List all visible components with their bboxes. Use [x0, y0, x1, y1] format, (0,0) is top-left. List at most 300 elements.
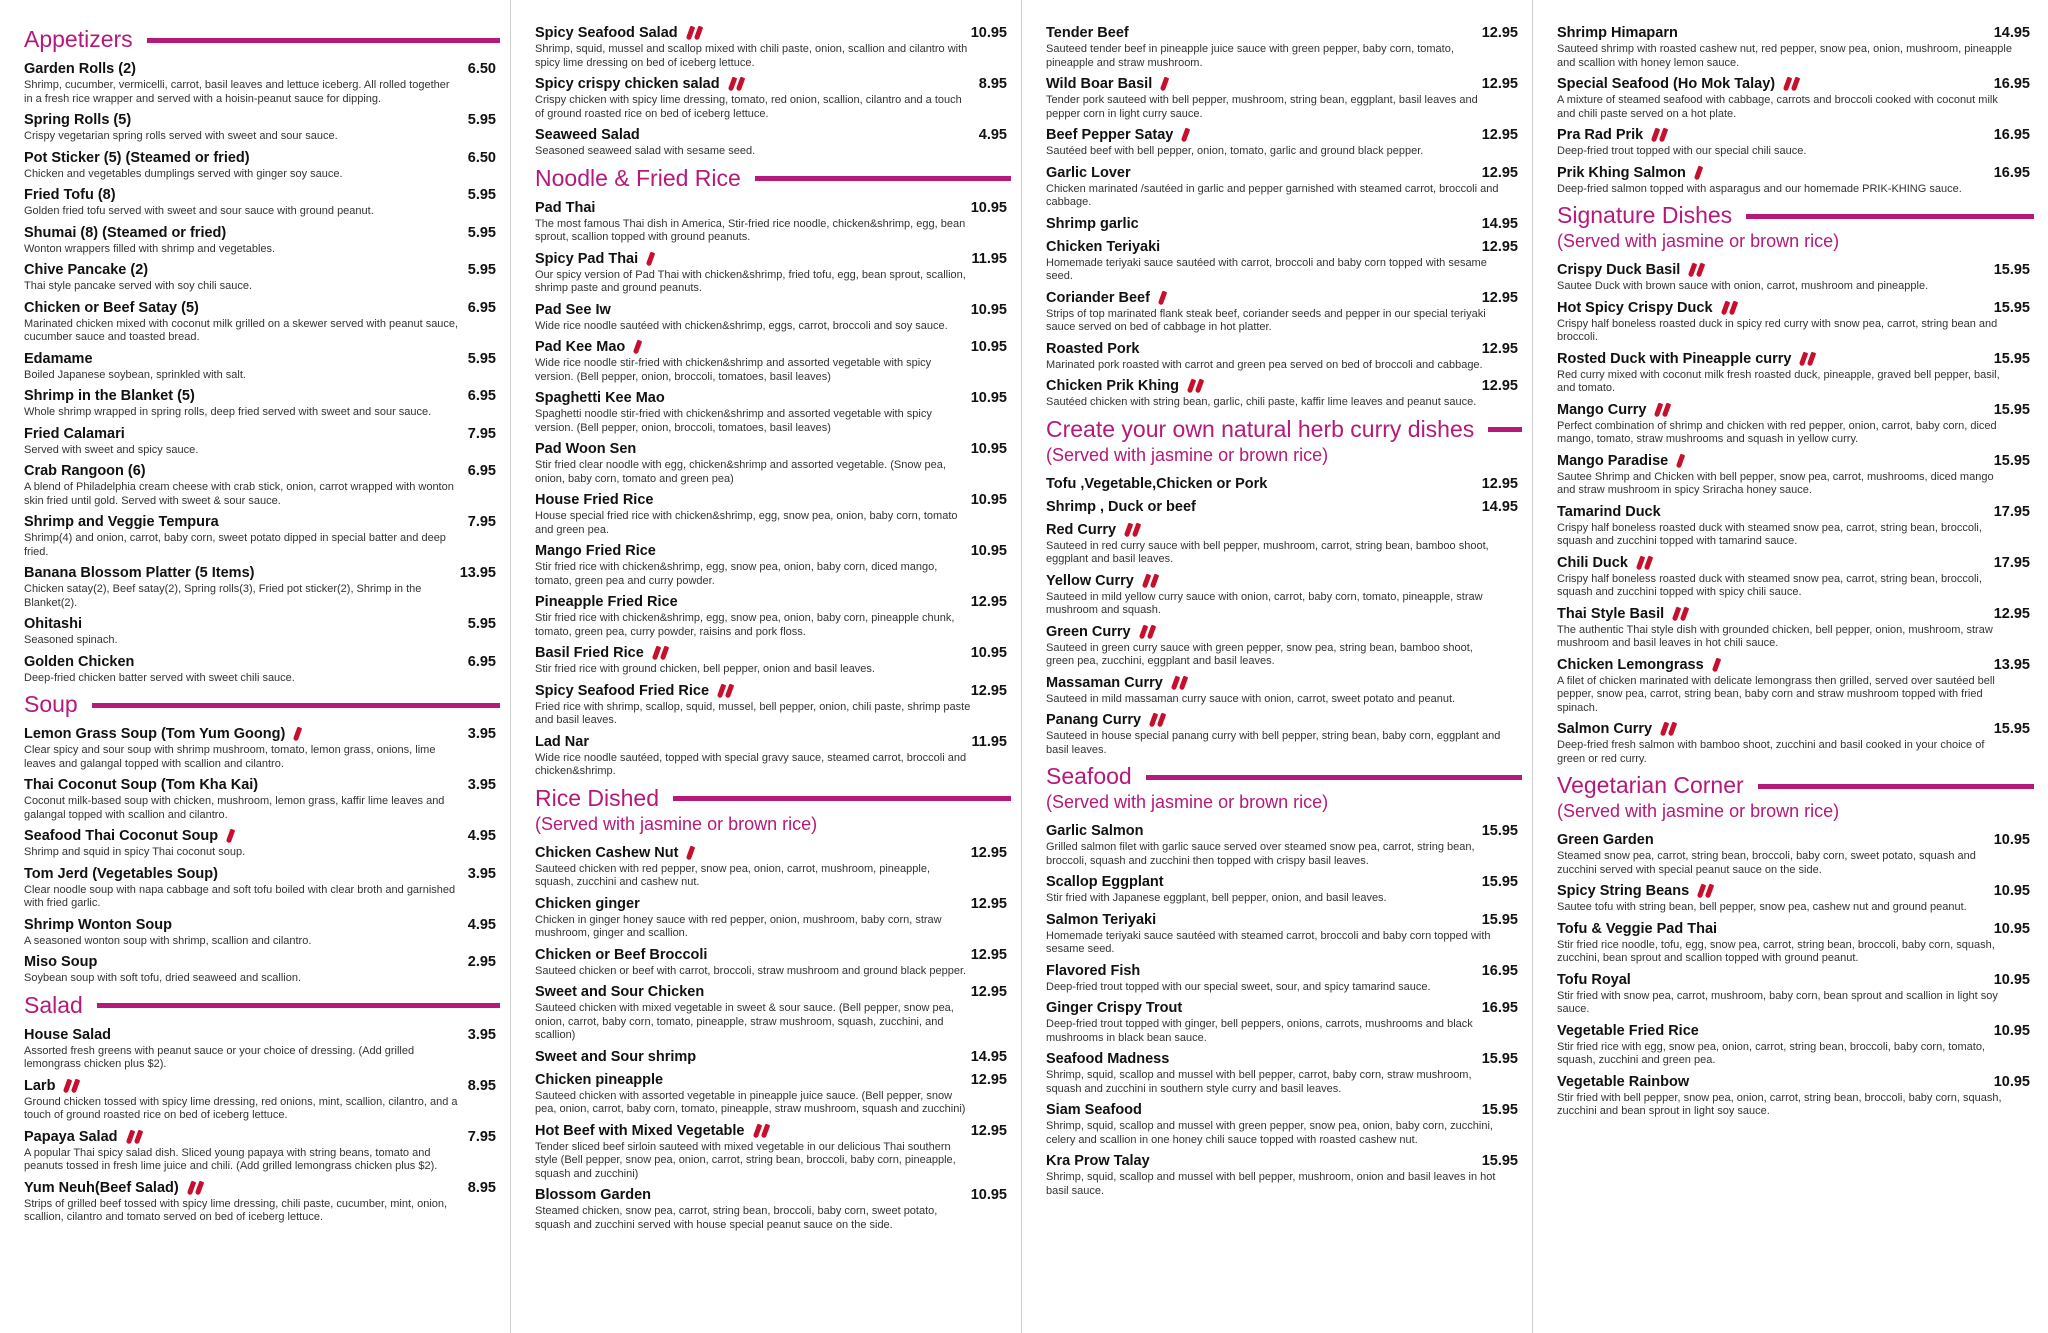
menu-item-row — [1046, 126, 1522, 144]
menu-item-description: The authentic Thai style dish with grounded chicken, bell pepper, onion, mushroom, straw mushroom and basil leaves in hot chili sauce. — [1557, 623, 1993, 649]
menu-item — [1557, 605, 2034, 651]
menu-item-description: Thai style pancake served with soy chili sauce. — [24, 280, 253, 292]
chili-pepper-icon — [189, 1180, 205, 1196]
menu-item — [535, 24, 1011, 70]
menu-item-row — [24, 564, 500, 582]
menu-item-description: Steamed chicken, snow pea, carrot, string bean, broccoli, baby corn, sweet potato, squash and zucchini served with house special peanut sauce on the side. — [535, 1205, 938, 1231]
menu-item — [24, 827, 500, 860]
menu-item-row — [1046, 475, 1522, 493]
menu-item-row — [1046, 215, 1522, 233]
section-header — [24, 26, 500, 52]
menu-item-row — [24, 111, 500, 129]
menu-item-row — [24, 186, 500, 204]
chili-pepper-icon — [128, 1129, 144, 1145]
menu-section — [1046, 416, 1522, 758]
menu-item-description: Shrimp, squid, scallop and mussel with bell pepper, carrot, baby corn, straw mushroom, squash and zucchini in southern style curry and basil leaves. — [1046, 1069, 1472, 1095]
menu-item-description: A mixture of steamed seafood with cabbage, carrots and broccoli cooked with coconut milk and chili paste served on a hot plate. — [1557, 94, 1998, 120]
menu-item — [24, 916, 500, 949]
menu-item-price: 17.95 — [1993, 503, 2030, 520]
menu-item-price: 12.95 — [1481, 164, 1518, 181]
menu-item-row — [1557, 971, 2034, 989]
menu-item-description: Marinated pork roasted with carrot and green pea served on bed of broccoli and cabbage. — [1046, 358, 1483, 371]
menu-item — [1557, 920, 2034, 966]
menu-item-row — [24, 1128, 500, 1146]
menu-item-name: Flavored Fish — [1046, 962, 1141, 979]
chili-icon — [1158, 290, 1167, 305]
menu-item-name: Pad Thai — [535, 199, 596, 216]
menu-item — [535, 440, 1011, 486]
menu-item — [1557, 831, 2034, 877]
chili-pepper-icon — [1638, 555, 1654, 571]
menu-item-description: Deep-fried trout topped with our special chili sauce. — [1557, 145, 1807, 157]
chili-icon — [1662, 402, 1671, 417]
menu-item-row — [535, 844, 1011, 862]
menu-item-price: 15.95 — [1481, 1153, 1518, 1169]
chili-pepper-icon — [755, 1123, 771, 1139]
menu-item — [1557, 1073, 2034, 1119]
chili-pepper-icon — [1662, 721, 1678, 737]
menu-item-name: Basil Fried Rice — [535, 645, 644, 661]
chili-pepper-icon — [1162, 76, 1170, 92]
menu-item-price: 8.95 — [467, 1077, 496, 1094]
menu-item-row — [1557, 452, 2034, 470]
chili-pepper-icon — [65, 1078, 81, 1094]
chili-icon — [1132, 522, 1141, 537]
menu-item — [1557, 1022, 2034, 1068]
menu-item-description: Chicken satay(2), Beef satay(2), Spring rolls(3), Fried pot sticker(2), Shrimp in the Blanket(2). — [24, 583, 422, 609]
menu-item-price: 15.95 — [1481, 1102, 1518, 1118]
menu-item-description: A seasoned wonton soup with shrimp, scallion and cilantro. — [24, 934, 312, 947]
chili-pepper-icon — [1714, 657, 1722, 673]
chili-pepper-icon — [1151, 712, 1167, 728]
menu-item-price: 16.95 — [1481, 1000, 1518, 1016]
menu-item-description: Sauteed chicken or beef with carrot, broccoli, straw mushroom and ground black pepper. — [535, 964, 967, 977]
menu-item-name: Garlic Salmon — [1046, 823, 1144, 839]
menu-item-row — [24, 513, 500, 531]
menu-item-name: Thai Coconut Soup (Tom Kha Kai) — [24, 777, 259, 793]
menu-item-price: 4.95 — [467, 916, 496, 933]
menu-item-name: House Fried Rice — [535, 492, 654, 508]
menu-item-row — [535, 301, 1011, 319]
menu-item-description: Clear spicy and sour soup with shrimp mushroom, tomato, lemon grass, onions, lime leaves and galangal topped with scallion and cilantro. — [24, 744, 436, 770]
menu-item — [1557, 503, 2034, 549]
chili-pepper-icon — [1801, 351, 1817, 367]
menu-item-description: Stir fried clear noodle with egg, chicken&shrimp and assorted vegetable. (Snow pea, onion, baby corn, tomato and green pea) — [535, 459, 946, 485]
menu-item-name: Chive Pancake (2) — [24, 262, 149, 278]
menu-item-description: Red curry mixed with coconut milk fresh roasted duck, pineapple, graved bell pepper, basil, and tomato. — [1557, 368, 2000, 394]
menu-item — [1557, 401, 2034, 447]
menu-item-price: 12.95 — [970, 1071, 1007, 1088]
menu-item-name: Pad Woon Sen — [535, 441, 637, 457]
chili-pepper-icon — [1696, 165, 1704, 181]
menu-item-price: 6.50 — [467, 149, 496, 166]
menu-item-price: 5.95 — [467, 262, 496, 278]
menu-item-name: Hot Spicy Crispy Duck — [1557, 299, 1713, 316]
menu-item-row — [535, 389, 1011, 407]
menu-item-price: 10.95 — [970, 492, 1007, 508]
menu-item — [1046, 340, 1522, 373]
menu-item-row — [535, 199, 1011, 217]
chili-icon — [633, 340, 642, 355]
menu-item-row — [1557, 656, 2034, 674]
menu-item — [1046, 962, 1522, 995]
menu-item-name: Chicken Prik Khing — [1046, 378, 1179, 394]
menu-item-name: Spicy Seafood Salad — [535, 25, 678, 41]
chili-pepper-icon — [1160, 290, 1168, 306]
chili-icon — [1659, 128, 1668, 143]
menu-item-description: Shrimp, squid, scallop and mussel with bell pepper, mushroom, onion and basil leaves in hot basil sauce. — [1046, 1171, 1496, 1197]
menu-item — [24, 299, 500, 345]
chili-icon — [293, 727, 302, 742]
menu-item-description: Sauteed in green curry sauce with green pepper, snow pea, string bean, bamboo shoot, green pea, zucchini, eggplant and basil leaves. — [1046, 641, 1473, 667]
menu-item-name: Seaweed Salad — [535, 127, 640, 143]
menu-item-row — [1557, 831, 2034, 849]
menu-item-price: 8.95 — [467, 1179, 496, 1196]
menu-item-price: 10.95 — [970, 301, 1007, 318]
menu-item-price: 10.95 — [1993, 920, 2030, 937]
menu-item — [535, 338, 1011, 384]
menu-item — [24, 149, 500, 182]
section-header — [1046, 763, 1522, 789]
menu-item — [24, 1128, 500, 1174]
menu-item — [24, 615, 500, 648]
menu-item-price: 7.95 — [467, 1128, 496, 1145]
menu-item-name: Salmon Teriyaki — [1046, 911, 1157, 928]
menu-item-name: Green Garden — [1557, 832, 1654, 848]
menu-item-description: Soybean soup with soft tofu, dried seaweed and scallion. — [24, 972, 302, 984]
menu-item-name: Golden Chicken — [24, 653, 135, 670]
menu-section — [535, 24, 1011, 159]
menu-item-name: Prik Khing Salmon — [1557, 164, 1686, 181]
menu-item — [535, 250, 1011, 296]
menu-item-price: 10.95 — [1993, 1022, 2030, 1039]
menu-item-description: Served with sweet and spicy sauce. — [24, 443, 199, 456]
menu-item-name: Vegetable Rainbow — [1557, 1073, 1690, 1090]
menu-item-name: Ginger Crispy Trout — [1046, 1000, 1183, 1016]
menu-column-1 — [0, 0, 511, 1333]
menu-item-price: 12.95 — [970, 946, 1007, 963]
menu-item — [1046, 164, 1522, 210]
menu-item-row — [1557, 401, 2034, 419]
menu-item-name: Special Seafood (Ho Mok Talay) — [1557, 76, 1776, 92]
menu-item-name: Tender Beef — [1046, 25, 1129, 41]
menu-item-price: 6.95 — [467, 463, 496, 479]
menu-item — [1046, 126, 1522, 159]
chili-pepper-icon — [1656, 402, 1672, 418]
menu-item — [24, 1077, 500, 1123]
menu-item — [1557, 164, 2034, 197]
section-header — [535, 785, 1011, 811]
section-title: Soup — [24, 691, 78, 717]
menu-item-row — [1046, 572, 1522, 590]
chili-pepper-icon — [1189, 378, 1205, 394]
menu-item-name: Coriander Beef — [1046, 289, 1150, 306]
menu-item-name: Garlic Lover — [1046, 164, 1131, 181]
menu-item-name: Spicy Pad Thai — [535, 250, 639, 267]
menu-item-price: 7.95 — [467, 425, 496, 442]
menu-item-price: 14.95 — [970, 1048, 1007, 1065]
menu-item — [1046, 24, 1522, 70]
menu-item-row — [1046, 75, 1522, 93]
menu-item-row — [24, 387, 500, 405]
menu-item-name: Chicken or Beef Broccoli — [535, 946, 708, 963]
menu-item-description: Stir fried rice with ground chicken, bell pepper, onion and basil leaves. — [535, 663, 875, 675]
menu-item — [535, 1071, 1011, 1117]
menu-item-price: 16.95 — [1993, 76, 2030, 92]
menu-item-row — [24, 60, 500, 78]
menu-item-name: Shrimp , Duck or beef — [1046, 498, 1196, 515]
menu-item-price: 3.95 — [467, 777, 496, 793]
chili-pepper-icon — [688, 25, 704, 41]
menu-item — [24, 653, 500, 686]
menu-item-name: Chicken ginger — [535, 895, 640, 912]
menu-item-price: 12.95 — [1481, 25, 1518, 41]
menu-item-description: Grilled salmon filet with garlic sauce served over steamed snow pea, carrot, string bean, broccoli, squash and zucchini then topped with crispy basil leaves. — [1046, 841, 1475, 867]
menu-item — [1557, 350, 2034, 396]
menu-item-row — [1046, 623, 1522, 641]
menu-item-row — [1046, 911, 1522, 929]
menu-item-row — [1046, 340, 1522, 358]
menu-item-row — [1557, 126, 2034, 144]
menu-item — [1046, 1101, 1522, 1147]
chili-pepper-icon — [1690, 262, 1706, 278]
menu-item-description: Deep-fried salmon topped with asparagus and our homemade PRIK-KHING sauce. — [1557, 182, 1962, 195]
menu-item — [1046, 674, 1522, 707]
menu-item-name: Shrimp Wonton Soup — [24, 916, 172, 933]
menu-item-description: Sauteed in red curry sauce with bell pepper, mushroom, carrot, string bean, bamboo shoot, eggplant and basil leaves. — [1046, 539, 1489, 565]
menu-item-row — [535, 983, 1011, 1001]
menu-column-2 — [511, 0, 1022, 1333]
menu-item-description: Fried rice with shrimp, scallop, squid, mussel, bell pepper, onion, chili paste, shrimp paste and basil leaves. — [535, 700, 971, 726]
menu-item-description: A blend of Philadelphia cream cheese with crab stick, onion, carrot wrapped with wonton skin fried until gold. Served with sweet & sour sauce. — [24, 481, 454, 507]
menu-item-description: Seasoned seaweed salad with sesame seed. — [535, 145, 756, 157]
menu-item-name: Shrimp and Veggie Tempura — [24, 514, 219, 530]
menu-item-row — [24, 653, 500, 671]
chili-icon — [646, 251, 655, 266]
menu-item-row — [535, 24, 1011, 42]
section-subtitle: (Served with jasmine or brown rice) — [1046, 792, 1329, 812]
menu-item-description: Crispy half boneless roasted duck with steamed snow pea, carrot, string bean, broccoli, squash and zucchini topped with spicy chili sauce. — [1557, 572, 1982, 598]
menu-item-price: 11.95 — [971, 733, 1007, 750]
menu-item-price: 12.95 — [970, 895, 1007, 912]
menu-item-price: 14.95 — [1481, 215, 1518, 232]
menu-item-description: Tender sliced beef sirloin sauteed with mixed vegetable in our delicious Thai southern style (Bell pepper, snow pea, onion, carrot, string bean, broccoli, baby corn, pineapple, squash and zucchini) — [535, 1140, 956, 1180]
chili-icon — [1807, 351, 1816, 366]
menu-item-description: Golden fried tofu served with sweet and sour sauce with ground peanut. — [24, 205, 374, 217]
menu-section — [24, 26, 500, 685]
menu-item-row — [24, 1026, 500, 1044]
menu-item-name: Mango Fried Rice — [535, 543, 656, 559]
menu-item — [1557, 24, 2034, 70]
menu-item-description: Shrimp, cucumber, vermicelli, carrot, basil leaves and lettuce iceberg. All rolled together in a fresh rice wrapper and served with a hoisin-peanut sauce for dipping. — [24, 79, 450, 105]
menu-item-name: Chicken Teriyaki — [1046, 238, 1161, 255]
menu-item-description: Sauteed chicken with red pepper, snow pea, onion, carrot, mushroom, pineapple, squash, zucchini and cashew nut. — [535, 862, 931, 888]
section-title: Appetizers — [24, 26, 133, 52]
menu-item-description: Stir fried with bell pepper, snow pea, onion, carrot, string bean, broccoli, baby corn, squash, zucchini and bean sprout in light soy sauce. — [1557, 1091, 2002, 1117]
chili-pepper-icon — [295, 726, 303, 742]
menu-item-row — [1046, 962, 1522, 980]
menu-item-description: A filet of chicken marinated with delicate lemongrass then grilled, served over sautéed bell pepper, snow pea, carrot, string bean, baby corn and straw mushroom topped with fried spinach. — [1557, 674, 1995, 714]
menu-item-row — [1046, 1101, 1522, 1119]
menu-item — [1046, 377, 1522, 410]
section-header — [24, 992, 500, 1018]
menu-item — [1046, 623, 1522, 669]
chili-pepper-icon — [688, 845, 696, 861]
menu-item — [535, 1186, 1011, 1232]
menu-item-row — [24, 725, 500, 743]
menu-item-description: Deep-fried trout topped with ginger, bell peppers, onions, carrots, mushrooms and black mushrooms in black bean sauce. — [1046, 1018, 1473, 1044]
menu-item-row — [1557, 1022, 2034, 1040]
menu-item-name: Yum Neuh(Beef Salad) — [24, 1179, 179, 1196]
menu-item-name: Thai Style Basil — [1557, 605, 1665, 622]
chili-icon — [1680, 606, 1689, 621]
section-title: Noodle & Fried Rice — [535, 164, 741, 191]
menu-item-description: Our spicy version of Pad Thai with chicken&shrimp, fried tofu, egg, bean sprout, scallion, shrimp paste and ground peanuts. — [535, 268, 966, 294]
menu-item — [535, 199, 1011, 245]
menu-item-row — [535, 644, 1011, 662]
menu-item — [24, 387, 500, 420]
menu-item-price: 3.95 — [467, 1026, 496, 1043]
menu-item-description: Steamed snow pea, carrot, string bean, broccoli, baby corn, sweet potato, squash and zucchini served with special peanut sauce on the side. — [1557, 850, 1976, 876]
section-subtitle: (Served with jasmine or brown rice) — [535, 813, 818, 834]
menu-item-description: Wide rice noodle sautéed with chicken&shrimp, eggs, carrot, broccoli and soy sauce. — [535, 319, 948, 332]
menu-item-name: Hot Beef with Mixed Vegetable — [535, 1122, 745, 1139]
chili-pepper-icon — [730, 76, 746, 92]
menu-item-price: 12.95 — [970, 1122, 1007, 1139]
menu-item-price: 5.95 — [467, 112, 496, 128]
menu-item-name: Spicy crispy chicken salad — [535, 76, 720, 92]
menu-item-name: Spaghetti Kee Mao — [535, 390, 665, 406]
menu-item-description: Sauteed in house special panang curry with bell pepper, string bean, baby corn, eggplant and basil leaves. — [1046, 730, 1501, 756]
menu-item-row — [24, 261, 500, 279]
menu-item-description: Homemade teriyaki sauce sautéed with carrot, broccoli and baby corn topped with sesame seed. — [1046, 256, 1487, 282]
chili-icon — [1696, 263, 1705, 278]
menu-item-name: Scallop Eggplant — [1046, 874, 1164, 890]
menu-item-description: Stir fried rice with egg, snow pea, onion, carrot, string bean, broccoli, baby corn, tomato, squash, zucchini and green pea. — [1557, 1040, 1985, 1066]
menu-item — [535, 301, 1011, 334]
menu-item-row — [535, 126, 1011, 144]
menu-item-description: Assorted fresh greens with peanut sauce or your choice of dressing. (Add grilled lemongrass chicken plus $2). — [24, 1044, 415, 1070]
menu-item-price: 12.95 — [970, 984, 1007, 1000]
menu-item-row — [24, 776, 500, 794]
menu-item-row — [24, 953, 500, 971]
menu-item-price: 12.95 — [970, 594, 1007, 610]
chili-icon — [1181, 128, 1190, 143]
menu-item-price: 12.95 — [1481, 340, 1518, 357]
chili-pepper-icon — [1678, 453, 1686, 469]
section-title: Rice Dished — [535, 784, 659, 811]
chili-icon — [1195, 379, 1204, 394]
menu-item — [535, 983, 1011, 1043]
menu-item — [24, 186, 500, 219]
menu-column-4 — [1533, 0, 2044, 1333]
menu-item — [535, 733, 1011, 779]
menu-item-row — [535, 593, 1011, 611]
menu-item-name: Sweet and Sour shrimp — [535, 1048, 697, 1065]
menu-item-row — [1046, 873, 1522, 891]
menu-item — [24, 865, 500, 911]
menu-item-description: Sautee tofu with string bean, bell pepper, snow pea, cashew nut and ground peanut. — [1557, 901, 1967, 913]
section-divider — [673, 796, 1011, 801]
menu-item-row — [1557, 164, 2034, 182]
menu-item-name: Fried Tofu (8) — [24, 187, 116, 203]
chili-icon — [1694, 165, 1703, 180]
menu-section — [1557, 202, 2034, 766]
menu-item-description: Shrimp, squid, scallop and mussel with green pepper, snow pea, onion, baby corn, zucchini, celery and scallion in one honey chili sauce topped with roasted cashew nut. — [1046, 1120, 1493, 1146]
section-divider — [1746, 214, 2034, 219]
menu-item-description: Sautéed beef with bell pepper, onion, tomato, garlic and ground black pepper. — [1046, 145, 1424, 157]
menu-item-row — [1046, 711, 1522, 729]
chili-pepper-icon — [1699, 883, 1715, 899]
menu-item-row — [535, 250, 1011, 268]
menu-item-description: Deep-fried chicken batter served with sweet chili sauce. — [24, 671, 295, 684]
menu-item-row — [1046, 674, 1522, 692]
menu-item-row — [1557, 1073, 2034, 1091]
menu-item-price: 3.95 — [467, 726, 496, 742]
menu-item-row — [1557, 882, 2034, 900]
section-title: Salad — [24, 991, 83, 1018]
menu-item-price: 10.95 — [970, 339, 1007, 355]
menu-item — [1557, 971, 2034, 1017]
menu-item-name: Tofu Royal — [1557, 971, 1631, 988]
menu-item-name: Sweet and Sour Chicken — [535, 984, 705, 1000]
menu-item-row — [1046, 238, 1522, 256]
menu-item-row — [535, 1186, 1011, 1204]
menu-item-description: Wide rice noodle stir-fried with chicken&shrimp and assorted vegetable with spicy version. (Bell pepper, onion, broccoli, tomatoes, basil leaves) — [535, 357, 932, 383]
menu-item-price: 10.95 — [1993, 971, 2030, 988]
menu-item-description: Crispy half boneless roasted duck with steamed snow pea, carrot, string bean, broccoli, squash and zucchini topped with tamarind sauce. — [1557, 521, 1982, 547]
menu-item-price: 10.95 — [970, 543, 1007, 559]
menu-item — [535, 75, 1011, 121]
menu-item-name: Chicken or Beef Satay (5) — [24, 299, 199, 316]
menu-item-name: Banana Blossom Platter (5 Items) — [24, 565, 255, 581]
chili-icon — [226, 829, 235, 844]
menu-item-description: The most famous Thai dish in America, Stir-fried rice noodle, chicken&shrimp, egg, bean sprout, scallion topped with ground peanuts. — [535, 217, 966, 243]
menu-item-row — [1046, 822, 1522, 840]
menu-item — [24, 953, 500, 986]
menu-item-name: Chicken Lemongrass — [1557, 656, 1704, 673]
menu-item-name: Crispy Duck Basil — [1557, 262, 1681, 278]
menu-item-description: Deep-fried trout topped with our special sweet, sour, and spicy tamarind sauce. — [1046, 980, 1431, 993]
menu-item — [24, 1179, 500, 1225]
menu-item-price: 16.95 — [1481, 962, 1518, 979]
menu-item-price: 12.95 — [1481, 289, 1518, 306]
menu-item — [1557, 656, 2034, 716]
menu-item-price: 10.95 — [970, 25, 1007, 41]
menu-item-description: Sauteed shrimp with roasted cashew nut, red pepper, snow pea, onion, mushroom, pineapple and scallion with honey lemon sauce. — [1557, 43, 2012, 69]
chili-pepper-icon — [1785, 76, 1801, 92]
menu-item-name: Lemon Grass Soup (Tom Yum Goong) — [24, 726, 286, 742]
menu-item-name: Pot Sticker (5) (Steamed or fried) — [24, 149, 250, 166]
menu-item-row — [535, 542, 1011, 560]
chili-icon — [1705, 884, 1714, 899]
menu-item-name: Edamame — [24, 350, 93, 367]
menu-item — [1557, 720, 2034, 766]
menu-item-name: Shrimp garlic — [1046, 215, 1139, 232]
menu-item-price: 12.95 — [1481, 238, 1518, 255]
menu-item — [535, 682, 1011, 728]
menu-item — [1046, 238, 1522, 284]
menu-item-row — [1046, 164, 1522, 182]
menu-item-row — [1557, 24, 2034, 42]
menu-item-price: 5.95 — [467, 224, 496, 241]
chili-pepper-icon — [719, 683, 735, 699]
menu-item — [1046, 289, 1522, 335]
menu-item-price: 7.95 — [467, 514, 496, 530]
menu-item-description: Whole shrimp wrapped in spring rolls, deep fried served with sweet and sour sauce. — [24, 406, 432, 418]
menu-item-price: 10.95 — [1993, 883, 2030, 899]
section-divider — [1488, 427, 1522, 432]
